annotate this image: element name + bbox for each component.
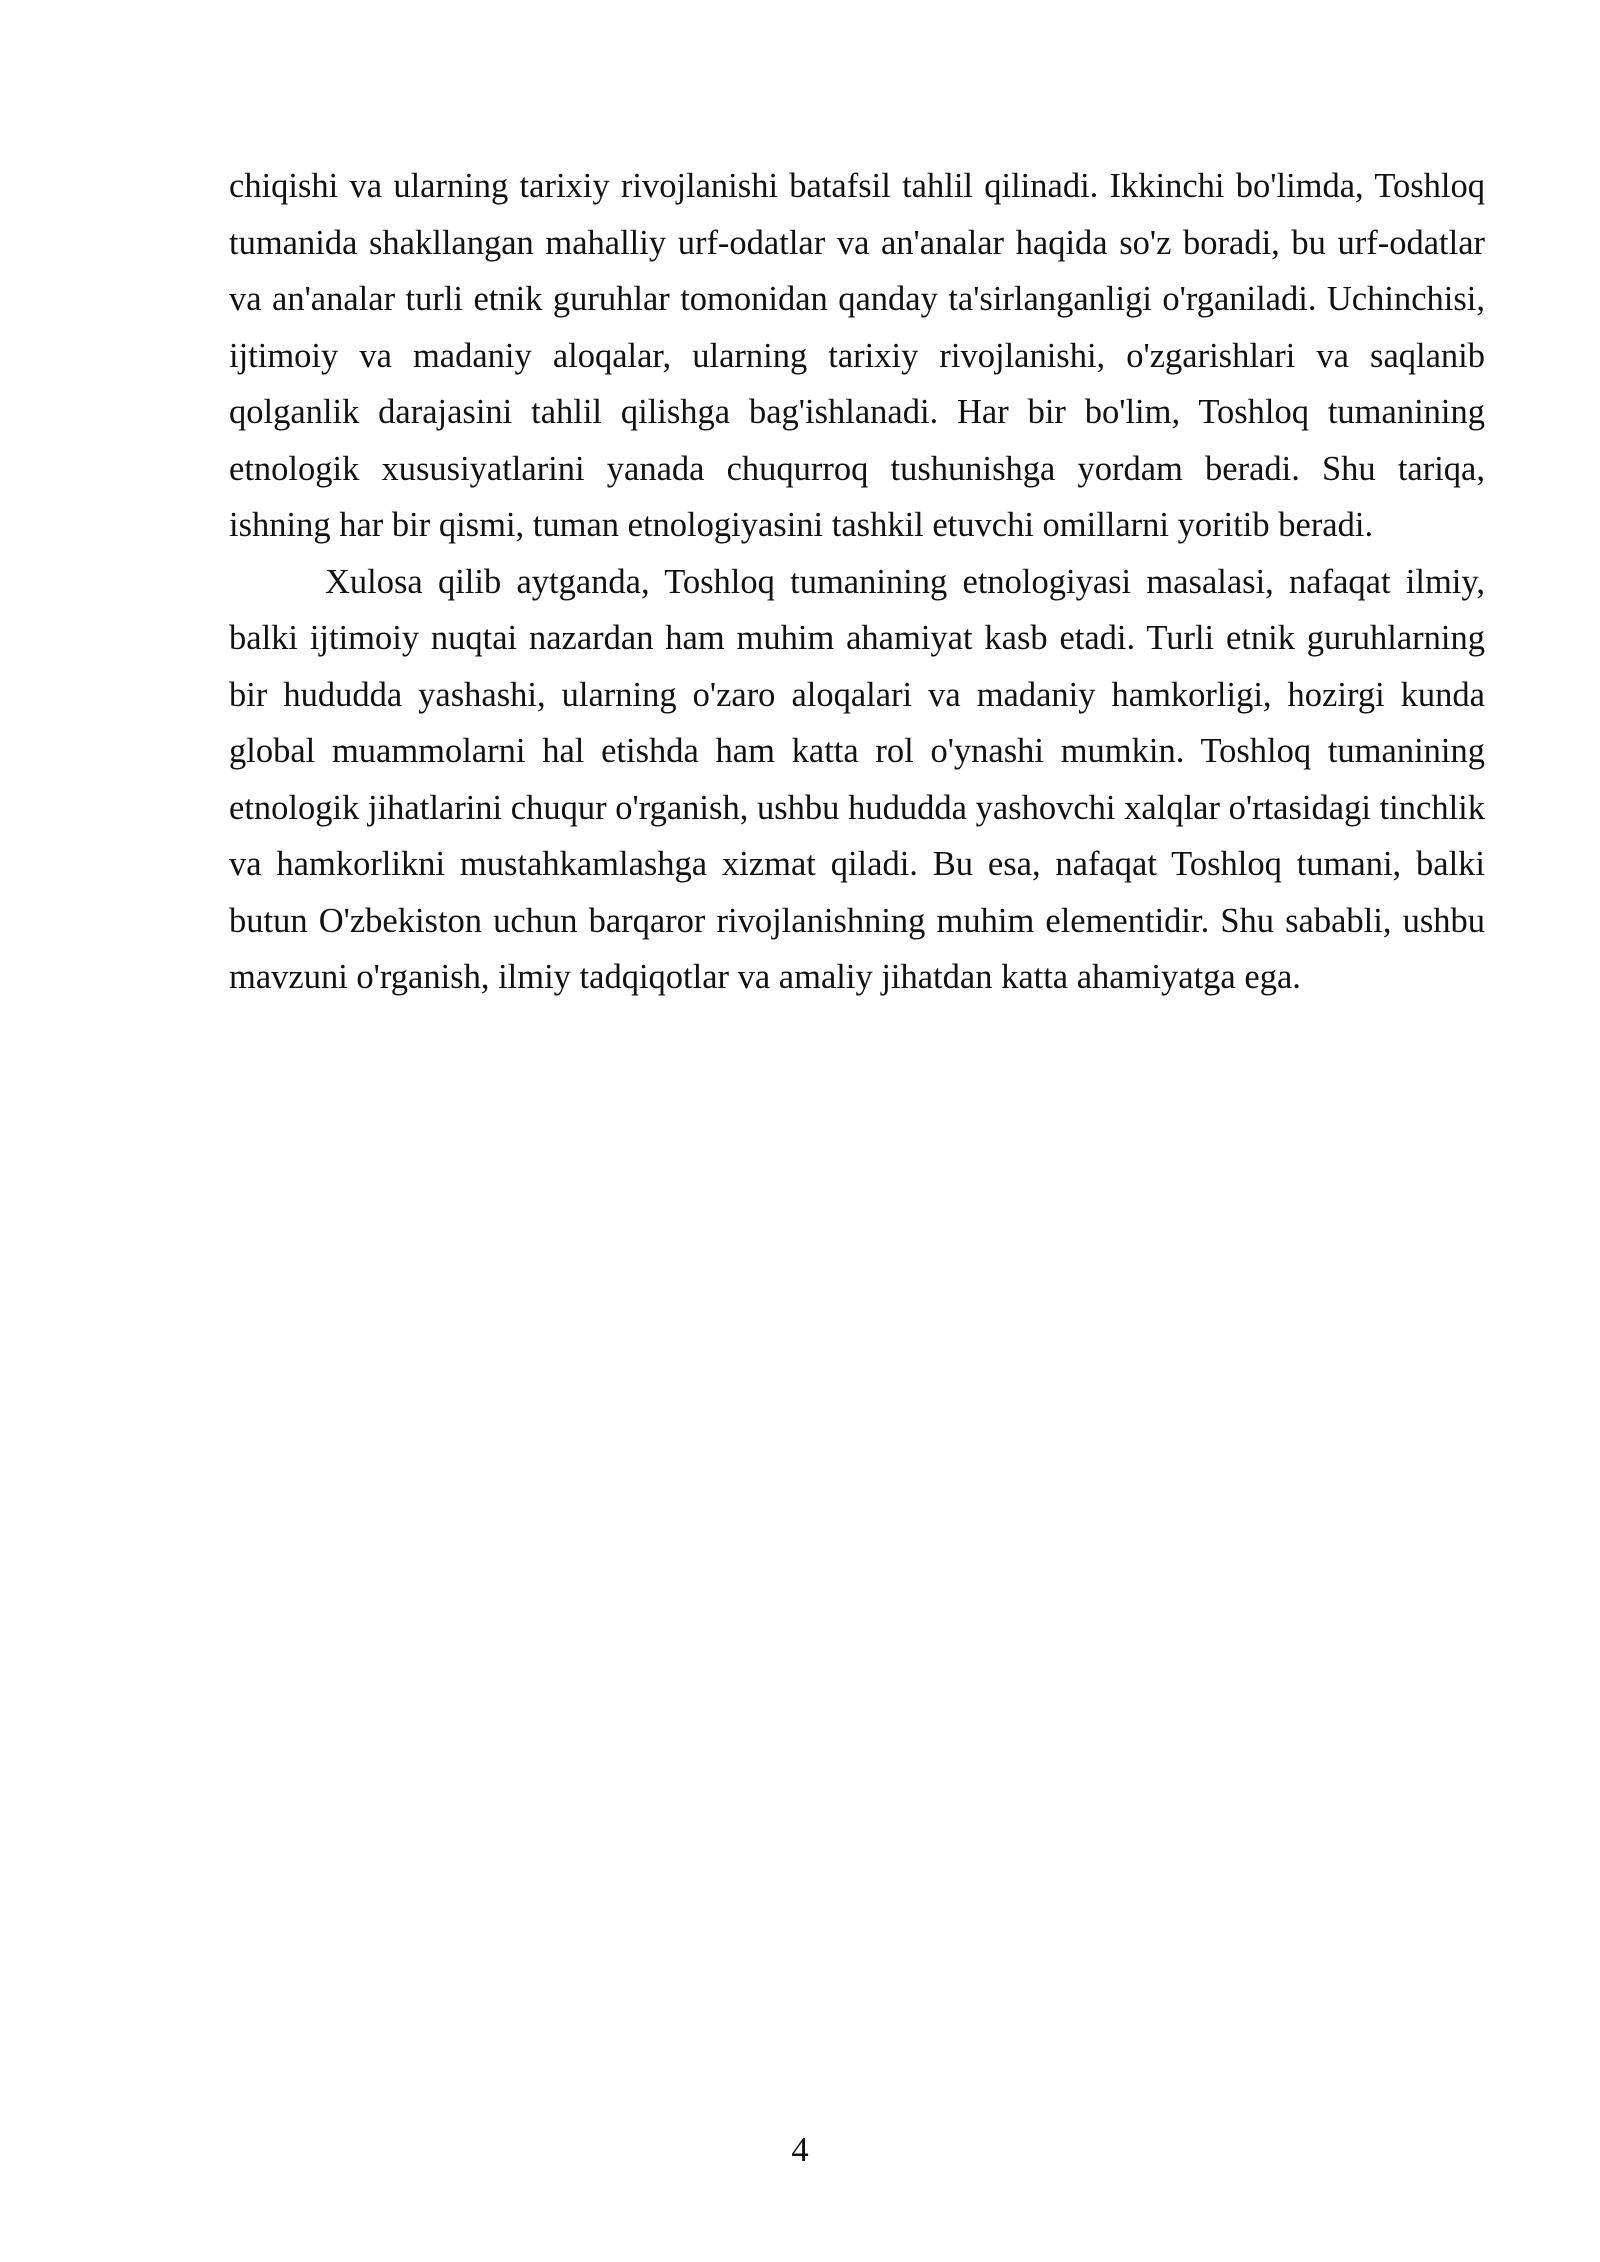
paragraph-conclusion: Xulosa qilib aytganda, Toshloq tumanining etnologiyasi masalasi, nafaqat ilmiy, balki ijtimoiy nuqtai nazardan ham muhim ahamiyat kasb etadi. Turli etnik guruhlarning bir hududda yashashi, ularning o'zaro aloqalari va madaniy hamkorligi, hozirgi kunda global muammolarni hal etishda ham katta rol o'ynashi mumkin. Toshloq tumanining etnologik jihatlarini chuqur o'rganish, ushbu hududda yashovchi xalqlar o'rtasidagi tinchlik va hamkorlikni mustahkamlashga xizmat qiladi. Bu esa, nafaqat Toshloq tumani, balki butun O'zbekiston uchun barqaror rivojlanishning muhim elementidir. Shu sababli, ushbu mavzuni o'rganish, ilmiy tadqiqotlar va amaliy jihatdan katta ahamiyatga ega.: [229, 562, 1485, 996]
paragraph-continued: chiqishi va ularning tarixiy rivojlanishi batafsil tahlil qilinadi. Ikkinchi bo'limda, Toshloq tumanida shakllangan mahalliy urf-odatlar va an'analar haqida so'z boradi, bu urf-odatlar va an'analar turli etnik guruhlar tomonidan qanday ta'sirlanganligi o'rganiladi. Uchinchisi, ijtimoiy va madaniy aloqalar, ularning tarixiy rivojlanishi, o'zgarishlari va saqlanib qolganlik darajasini tahlil qilishga bag'ishlanadi. Har bir bo'lim, Toshloq tumanining etnologik xususiyatlarini yanada chuqurroq tushunishga yordam beradi. Shu tariqa, ishning har bir qismi, tuman etnologiyasini tashkil etuvchi omillarni yoritib beradi.: [229, 167, 1485, 544]
page-number: 4: [791, 2131, 809, 2169]
body-text: [229, 158, 1485, 1006]
